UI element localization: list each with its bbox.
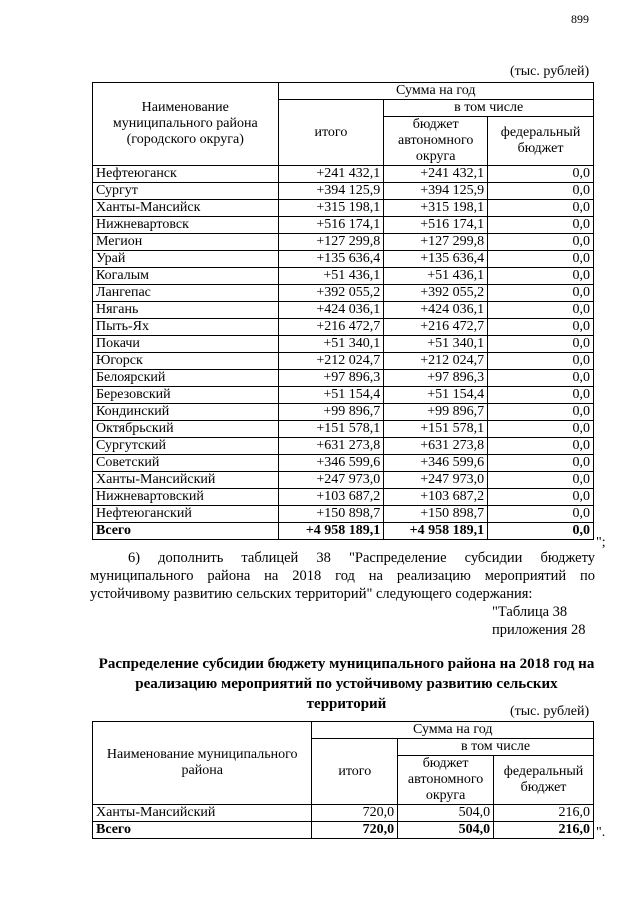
paragraph-line-3: устойчивому развитию сельских территорий" следующего содержания:: [90, 586, 533, 602]
row-total: +51 436,1: [278, 268, 384, 285]
units-label-2: (тыс. рублей): [510, 704, 590, 719]
row-auto-budget: +99 896,7: [384, 404, 488, 421]
table-row: [93, 200, 594, 217]
row-name: Всего: [93, 822, 312, 839]
row-federal-budget: 0,0: [488, 421, 594, 438]
row-auto-budget: +4 958 189,1: [384, 523, 488, 540]
table-row: [93, 353, 594, 370]
table-row: [93, 472, 594, 489]
row-federal-budget: 0,0: [488, 268, 594, 285]
table-row: [93, 805, 594, 822]
row-name: Югорск: [93, 353, 279, 370]
row-auto-budget: +241 432,1: [384, 166, 488, 183]
page-number: 899: [571, 12, 589, 26]
row-total: 720,0: [312, 822, 398, 839]
table-row: [93, 421, 594, 438]
row-name: Мегион: [93, 234, 279, 251]
row-federal-budget: 0,0: [488, 336, 594, 353]
total-row: [93, 523, 594, 540]
table-row: [93, 251, 594, 268]
header-auto-budget: бюджет автономного округа: [384, 117, 488, 166]
table-row: [93, 166, 594, 183]
table-row: [93, 234, 594, 251]
row-name: Покачи: [93, 336, 279, 353]
table-row: [93, 285, 594, 302]
row-total: +394 125,9: [278, 183, 384, 200]
row-federal-budget: 0,0: [488, 251, 594, 268]
row-name: Нижневартовск: [93, 217, 279, 234]
row-total: +97 896,3: [278, 370, 384, 387]
row-name: Нефтеюганский: [93, 506, 279, 523]
row-name: Кондинский: [93, 404, 279, 421]
table2-closing: ".: [596, 825, 606, 840]
row-auto-budget: +394 125,9: [384, 183, 488, 200]
row-name: Сургут: [93, 183, 279, 200]
row-federal-budget: 0,0: [488, 506, 594, 523]
row-auto-budget: +97 896,3: [384, 370, 488, 387]
row-auto-budget: +51 340,1: [384, 336, 488, 353]
row-name: Нижневартовский: [93, 489, 279, 506]
row-total: +51 340,1: [278, 336, 384, 353]
title-line-1: Распределение субсидии бюджету муниципального района на 2018 год на: [98, 656, 595, 672]
row-total: +51 154,4: [278, 387, 384, 404]
row-auto-budget: +315 198,1: [384, 200, 488, 217]
units-label-1: (тыс. рублей): [510, 64, 590, 79]
table-row: [93, 387, 594, 404]
row-federal-budget: 0,0: [488, 370, 594, 387]
header2-including: в том числе: [398, 739, 594, 756]
header-total: итого: [278, 100, 384, 166]
row-auto-budget: +631 273,8: [384, 438, 488, 455]
row-name: Ханты-Мансийский: [93, 472, 279, 489]
row-total: +127 299,8: [278, 234, 384, 251]
row-total: +4 958 189,1: [278, 523, 384, 540]
row-federal-budget: 216,0: [494, 822, 594, 839]
row-federal-budget: 0,0: [488, 472, 594, 489]
row-auto-budget: +51 154,4: [384, 387, 488, 404]
row-total: +392 055,2: [278, 285, 384, 302]
row-name: Белоярский: [93, 370, 279, 387]
table-row: [93, 319, 594, 336]
row-auto-budget: +151 578,1: [384, 421, 488, 438]
header2-sum-year: Сумма на год: [312, 722, 594, 739]
table-row: [93, 404, 594, 421]
row-total: +216 472,7: [278, 319, 384, 336]
row-auto-budget: 504,0: [398, 822, 494, 839]
row-name: Урай: [93, 251, 279, 268]
header2-federal-budget: федеральный бюджет: [494, 756, 594, 805]
row-federal-budget: 0,0: [488, 353, 594, 370]
row-federal-budget: 0,0: [488, 166, 594, 183]
table-row: [93, 183, 594, 200]
table-row: [93, 489, 594, 506]
row-auto-budget: +150 898,7: [384, 506, 488, 523]
row-auto-budget: +135 636,4: [384, 251, 488, 268]
table-row: [93, 438, 594, 455]
row-name: Советский: [93, 455, 279, 472]
row-auto-budget: +424 036,1: [384, 302, 488, 319]
row-auto-budget: +127 299,8: [384, 234, 488, 251]
row-auto-budget: +216 472,7: [384, 319, 488, 336]
row-total: +99 896,7: [278, 404, 384, 421]
header-sum-year: Сумма на год: [278, 83, 593, 100]
row-name: Всего: [93, 523, 279, 540]
row-federal-budget: 0,0: [488, 217, 594, 234]
row-federal-budget: 216,0: [494, 805, 594, 822]
row-total: +346 599,6: [278, 455, 384, 472]
row-federal-budget: 0,0: [488, 183, 594, 200]
row-name: Нефтеюганск: [93, 166, 279, 183]
header2-auto-budget: бюджет автономного округа: [398, 756, 494, 805]
table-row: [93, 302, 594, 319]
row-federal-budget: 0,0: [488, 523, 594, 540]
paragraph-line-1: 6) дополнить таблицей 38 "Распределение субсидии бюджету: [128, 550, 595, 566]
row-auto-budget: +516 174,1: [384, 217, 488, 234]
row-total: +516 174,1: [278, 217, 384, 234]
row-total: +631 273,8: [278, 438, 384, 455]
table-reference: [492, 603, 585, 639]
amendment-paragraph: [90, 549, 595, 603]
row-name: Лангепас: [93, 285, 279, 302]
row-name: Березовский: [93, 387, 279, 404]
table-row: [93, 336, 594, 353]
row-federal-budget: 0,0: [488, 234, 594, 251]
header2-total: итого: [312, 739, 398, 805]
row-name: Пыть-Ях: [93, 319, 279, 336]
title-line-2: реализацию мероприятий по устойчивому развитию сельских территорий: [135, 676, 558, 712]
row-auto-budget: +212 024,7: [384, 353, 488, 370]
row-auto-budget: +51 436,1: [384, 268, 488, 285]
row-total: +150 898,7: [278, 506, 384, 523]
row-name: Октябрьский: [93, 421, 279, 438]
table1-closing: ";: [596, 535, 606, 550]
row-federal-budget: 0,0: [488, 200, 594, 217]
row-federal-budget: 0,0: [488, 285, 594, 302]
row-total: 720,0: [312, 805, 398, 822]
row-federal-budget: 0,0: [488, 387, 594, 404]
row-name: Когалым: [93, 268, 279, 285]
table-row: [93, 455, 594, 472]
row-federal-budget: 0,0: [488, 319, 594, 336]
row-name: Ханты-Мансийск: [93, 200, 279, 217]
table-ref-line-1: "Таблица 38: [492, 604, 568, 620]
row-total: +241 432,1: [278, 166, 384, 183]
row-name: Нягань: [93, 302, 279, 319]
table-row: [93, 268, 594, 285]
row-total: +212 024,7: [278, 353, 384, 370]
row-total: +424 036,1: [278, 302, 384, 319]
row-auto-budget: +392 055,2: [384, 285, 488, 302]
table-row: [93, 370, 594, 387]
row-auto-budget: +346 599,6: [384, 455, 488, 472]
header-federal-budget: федеральный бюджет: [488, 117, 594, 166]
row-federal-budget: 0,0: [488, 404, 594, 421]
row-federal-budget: 0,0: [488, 489, 594, 506]
header-name: Наименование муниципального района (городского округа): [93, 83, 279, 166]
total-row: [93, 822, 594, 839]
row-auto-budget: +247 973,0: [384, 472, 488, 489]
row-total: +135 636,4: [278, 251, 384, 268]
row-federal-budget: 0,0: [488, 302, 594, 319]
row-federal-budget: 0,0: [488, 455, 594, 472]
subsidy-table-2: [92, 721, 594, 839]
row-total: +247 973,0: [278, 472, 384, 489]
row-total: +315 198,1: [278, 200, 384, 217]
row-federal-budget: 0,0: [488, 438, 594, 455]
table-row: [93, 506, 594, 523]
row-total: +151 578,1: [278, 421, 384, 438]
row-auto-budget: +103 687,2: [384, 489, 488, 506]
header2-name: Наименование муниципального района: [93, 722, 312, 805]
row-auto-budget: 504,0: [398, 805, 494, 822]
table-ref-line-2: приложения 28: [492, 622, 586, 638]
paragraph-line-2: муниципального района на 2018 год на реализацию мероприятий по: [90, 568, 595, 584]
row-name: Сургутский: [93, 438, 279, 455]
header-including: в том числе: [384, 100, 594, 117]
row-total: +103 687,2: [278, 489, 384, 506]
row-name: Ханты-Мансийский: [93, 805, 312, 822]
subsidy-table-1: [92, 82, 594, 540]
table-row: [93, 217, 594, 234]
